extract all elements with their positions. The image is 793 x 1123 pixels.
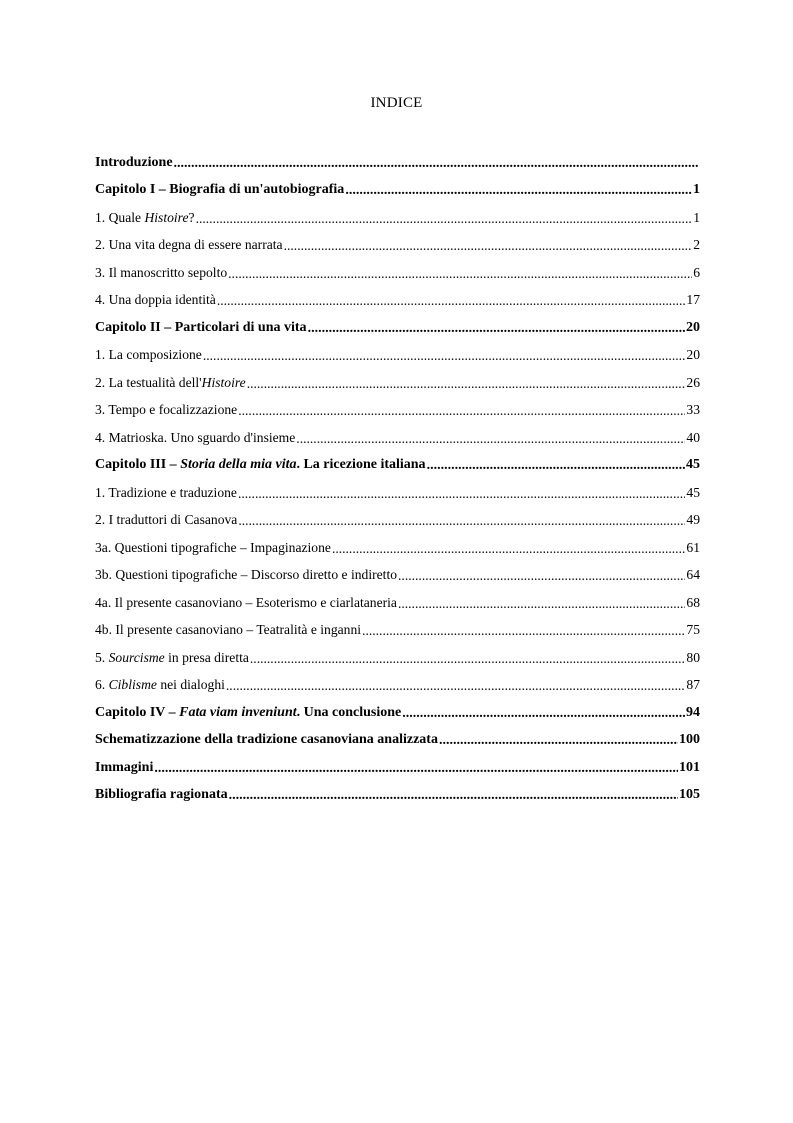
- toc-entry-title: [95, 155, 173, 171]
- toc-page-number: 40: [686, 429, 700, 445]
- toc-dot-leader: [439, 733, 678, 749]
- toc-section-entry: [95, 259, 700, 287]
- toc-dot-leader: [284, 238, 693, 254]
- toc-page-number: 1: [693, 209, 700, 225]
- toc-page-number: 2: [693, 237, 700, 253]
- toc-page-number: 101: [679, 759, 700, 775]
- toc-dot-leader: [247, 376, 686, 392]
- toc-entry-title-text: nei dialoghi: [156, 677, 225, 693]
- toc-page-number: 61: [686, 539, 700, 555]
- toc-page-number: 1: [693, 182, 700, 198]
- toc-chapter-entry: [95, 314, 700, 342]
- toc-entry-title-text: 1. La composizione: [95, 347, 202, 363]
- toc-entry-title-text: Schematizzazione della tradizione casanoviana analizzata: [95, 732, 438, 748]
- toc-entry-title-text: in presa diretta: [164, 649, 249, 665]
- toc-dot-leader: [226, 678, 686, 694]
- toc-entry-title: [95, 402, 237, 418]
- toc-dot-leader: [308, 321, 685, 337]
- toc-entry-title-text: 6.: [95, 677, 109, 693]
- toc-page-number: 49: [686, 512, 700, 528]
- toc-section-entry: [95, 507, 700, 535]
- toc-page-number: 80: [686, 649, 700, 665]
- toc-dot-leader: [154, 761, 678, 777]
- toc-entry-title: [95, 430, 295, 446]
- toc-entry-title: [95, 485, 237, 501]
- toc-entry-title-text: . Una conclusione: [296, 704, 402, 720]
- toc-entry-title-text: 2. I traduttori di Casanova: [95, 512, 238, 528]
- toc-page-number: 45: [686, 484, 700, 500]
- toc-page-number: 33: [686, 402, 700, 418]
- toc-entry-title-text: 4b. Il presente casanoviano – Teatralità e inganni: [95, 622, 362, 638]
- toc-dot-leader: [296, 431, 685, 447]
- toc-entry-title: [95, 320, 307, 336]
- toc-dot-leader: [402, 706, 685, 722]
- toc-entry-title-text: 2. La testualità dell': [95, 374, 202, 390]
- toc-page-number: 68: [686, 594, 700, 610]
- page-title: INDICE: [370, 95, 423, 111]
- toc-page-number: 45: [686, 457, 700, 473]
- toc-entry-title: [95, 622, 361, 638]
- toc-entry-title: [95, 347, 202, 363]
- toc-dot-leader: [217, 293, 686, 309]
- toc-dot-leader: [362, 623, 685, 639]
- toc-entry-title-italic: Ciblisme: [108, 677, 157, 693]
- toc-entry-title: [95, 650, 249, 666]
- toc-entry-title-text: ?: [188, 209, 195, 225]
- toc-dot-leader: [196, 211, 693, 227]
- toc-dot-leader: [332, 541, 685, 557]
- toc-entry-title: [95, 375, 246, 391]
- toc-entry-title-text: 3b. Questioni tipografiche – Discorso diretto e indiretto: [95, 567, 398, 583]
- toc-entry-title: [95, 512, 237, 528]
- toc-entry-title-text: 3a. Questioni tipografiche – Impaginazione: [95, 539, 331, 555]
- toc-chapter-entry: [95, 699, 700, 727]
- toc-section-entry: [95, 397, 700, 425]
- toc-section-entry: [95, 589, 700, 617]
- toc-dot-leader: [238, 513, 685, 529]
- toc-entry-title-italic: Fata viam inveniunt: [179, 704, 297, 720]
- toc-section-entry: [95, 287, 700, 315]
- toc-entry-title-italic: Storia della mia vita: [180, 457, 297, 473]
- toc-entry-title-text: Immagini: [95, 759, 154, 775]
- toc-page-number: 100: [679, 732, 700, 748]
- toc-entry-title-text: Capitolo I – Biografia di un'autobiografia: [95, 182, 345, 198]
- toc-section-entry: [95, 342, 700, 370]
- toc-entry-title: [95, 237, 283, 253]
- toc-page-number: 87: [686, 677, 700, 693]
- toc-entry-title: [95, 677, 225, 693]
- toc-page-number: 20: [686, 347, 700, 363]
- toc-dot-leader: [345, 183, 692, 199]
- toc-chapter-entry: [95, 452, 700, 480]
- toc-entry-title-text: 4. Una doppia identità: [95, 292, 216, 308]
- toc-entry-title: [95, 760, 153, 776]
- toc-page-number: 75: [686, 622, 700, 638]
- toc-entry-title-text: Bibliografia ragionata: [95, 787, 228, 803]
- toc-entry-title: [95, 182, 344, 198]
- toc-dot-leader: [229, 788, 678, 804]
- toc-page-number: 17: [686, 292, 700, 308]
- toc-entry-title-text: 4. Matrioska. Uno sguardo d'insieme: [95, 429, 296, 445]
- toc-page-number: 64: [686, 567, 700, 583]
- toc-section-entry: [95, 424, 700, 452]
- toc-entry-title-text: Capitolo II – Particolari di una vita: [95, 319, 307, 335]
- toc-dot-leader: [174, 156, 699, 172]
- toc-dot-leader: [203, 348, 686, 364]
- toc-section-entry: [95, 232, 700, 260]
- toc-section-entry: [95, 369, 700, 397]
- toc-entry-title: [95, 265, 227, 281]
- toc-page-number: 105: [679, 787, 700, 803]
- toc-entry-title: [95, 787, 228, 803]
- toc-chapter-entry: [95, 782, 700, 810]
- toc-section-entry: [95, 617, 700, 645]
- toc-dot-leader: [250, 651, 686, 667]
- toc-entry-title-text: 3. Il manoscritto sepolto: [95, 264, 228, 280]
- toc-entry-title-italic: Histoire: [144, 209, 189, 225]
- toc-entry-title-text: 2. Una vita degna di essere narrata: [95, 237, 283, 253]
- toc-entry-title: [95, 595, 397, 611]
- toc-chapter-entry: [95, 727, 700, 755]
- toc-dot-leader: [398, 568, 685, 584]
- toc-section-entry: [95, 644, 700, 672]
- toc-entry-title: [95, 732, 438, 748]
- toc-section-entry: [95, 562, 700, 590]
- toc-entry-title: [95, 567, 397, 583]
- toc-entry-title-text: . La ricezione italiana: [296, 457, 426, 473]
- toc-page-number: 6: [693, 264, 700, 280]
- toc-entry-title-text: Capitolo IV –: [95, 704, 180, 720]
- toc-entry-title-italic: Sourcisme: [108, 649, 165, 665]
- toc-entry-title-text: 3. Tempo e focalizzazione: [95, 402, 238, 418]
- toc-entry-title-text: Capitolo III –: [95, 457, 181, 473]
- toc-page-number: 20: [686, 319, 700, 335]
- toc-page-number: 26: [686, 374, 700, 390]
- toc-entry-title: [95, 457, 426, 473]
- toc-entry-title: [95, 705, 401, 721]
- toc-chapter-entry: [95, 177, 700, 205]
- toc-section-entry: [95, 534, 700, 562]
- toc-section-entry: [95, 479, 700, 507]
- toc-entry-title-text: 4a. Il presente casanoviano – Esoterismo e ciarlataneria: [95, 594, 397, 610]
- toc-dot-leader: [238, 486, 685, 502]
- toc-section-entry: [95, 204, 700, 232]
- toc-entry-title-text: 5.: [95, 649, 109, 665]
- toc-chapter-entry: [95, 149, 700, 177]
- toc-entry-title-italic: Histoire: [201, 374, 246, 390]
- toc-chapter-entry: [95, 754, 700, 782]
- toc-page-number: 94: [686, 704, 700, 720]
- toc-entry-title-text: 1. Tradizione e traduzione: [95, 484, 237, 500]
- toc-entry-title: [95, 540, 331, 556]
- toc-section-entry: [95, 672, 700, 700]
- toc-dot-leader: [228, 266, 692, 282]
- table-of-contents: [95, 149, 700, 809]
- toc-entry-title-text: Introduzione: [95, 154, 173, 170]
- toc-entry-title: [95, 210, 195, 226]
- toc-dot-leader: [398, 596, 685, 612]
- toc-entry-title: [95, 292, 216, 308]
- toc-dot-leader: [427, 458, 685, 474]
- toc-entry-title-text: 1. Quale: [95, 209, 145, 225]
- toc-dot-leader: [238, 403, 685, 419]
